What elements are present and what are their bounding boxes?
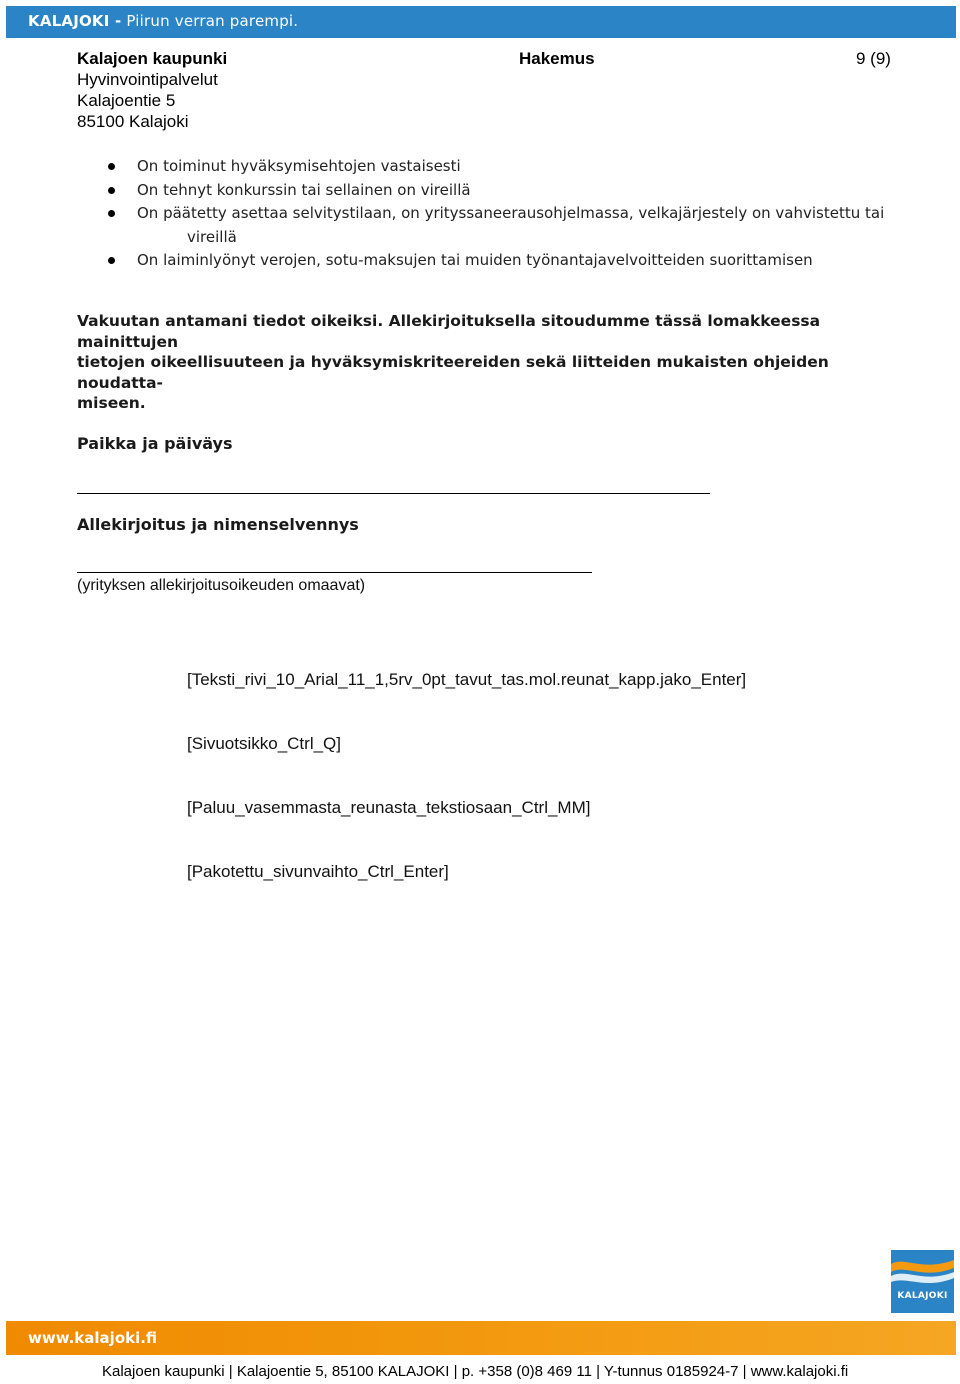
- signature-label: Allekirjoitus ja nimenselvennys: [77, 515, 359, 534]
- template-placeholder: [Sivuotsikko_Ctrl_Q]: [187, 734, 341, 753]
- banner-brand-name: KALAJOKI -: [28, 12, 122, 30]
- bullet-icon: [108, 187, 115, 194]
- website-banner: [6, 1321, 956, 1355]
- list-item: [108, 179, 888, 203]
- place-date-label: Paikka ja päiväys: [77, 434, 233, 453]
- list-item-text: On laiminlyönyt verojen, sotu-maksujen tai muiden työnantajavelvoitteiden suorittamisen: [137, 251, 813, 269]
- department-name: Hyvinvointipalvelut: [77, 70, 218, 89]
- street-address: Kalajoentie 5: [77, 91, 176, 110]
- exclusion-criteria-list: [108, 155, 888, 273]
- template-placeholder: [Paluu_vasemmasta_reunasta_tekstiosaan_Ctrl_MM]: [187, 798, 591, 817]
- signature-note: (yrityksen allekirjoitusoikeuden omaavat): [77, 577, 366, 594]
- org-name: Kalajoen kaupunki: [77, 49, 228, 68]
- logo-text: KALAJOKI: [897, 1291, 948, 1301]
- declaration-line: Vakuutan antamani tiedot oikeiksi. Allekirjoituksella sitoudumme tässä lomakkeessa mainittujen: [77, 312, 821, 351]
- declaration-line: miseen.: [77, 394, 146, 412]
- place-date-line: [77, 493, 710, 494]
- declaration-line: tietojen oikeellisuuteen ja hyväksymiskriteereiden sekä liitteiden mukaisten ohjeiden noudatta-: [77, 353, 829, 392]
- banner-slogan: Piirun verran parempi.: [121, 12, 299, 30]
- kalajoki-logo: [891, 1250, 954, 1313]
- list-item: [108, 155, 888, 179]
- document-title: Hakemus: [519, 49, 595, 68]
- footer-contact: Kalajoen kaupunki | Kalajoentie 5, 85100 KALAJOKI | p. +358 (0)8 469 11 | Y-tunnus 0185924-7 | www.kalajoki.fi: [102, 1363, 849, 1380]
- website-url[interactable]: www.kalajoki.fi: [28, 1329, 158, 1347]
- list-item: [108, 249, 888, 273]
- list-item: [108, 202, 888, 249]
- top-banner: [6, 6, 956, 38]
- signature-line: [77, 572, 592, 573]
- list-item-text: On tehnyt konkurssin tai sellainen on vireillä: [137, 180, 471, 199]
- list-item-text: On päätetty asettaa selvitystilaan, on yrityssaneerausohjelmassa, velkajärjestely on vahvistettu tai: [137, 204, 885, 222]
- logo-waves-icon: [891, 1250, 954, 1313]
- banner-brand: [28, 12, 298, 30]
- template-placeholder: [Teksti_rivi_10_Arial_11_1,5rv_0pt_tavut_tas.mol.reunat_kapp.jako_Enter]: [187, 670, 747, 689]
- template-placeholder: [Pakotettu_sivunvaihto_Ctrl_Enter]: [187, 862, 449, 881]
- postal-city: 85100 Kalajoki: [77, 112, 189, 131]
- list-item-text-continued: vireillä: [187, 227, 237, 246]
- bullet-icon: [108, 257, 115, 264]
- bullet-icon: [108, 163, 115, 170]
- page-number: 9 (9): [856, 49, 891, 68]
- declaration-paragraph: [77, 311, 907, 414]
- sender-address: [77, 48, 227, 132]
- list-item-text: On toiminut hyväksymisehtojen vastaisesti: [137, 157, 461, 175]
- bullet-icon: [108, 210, 115, 217]
